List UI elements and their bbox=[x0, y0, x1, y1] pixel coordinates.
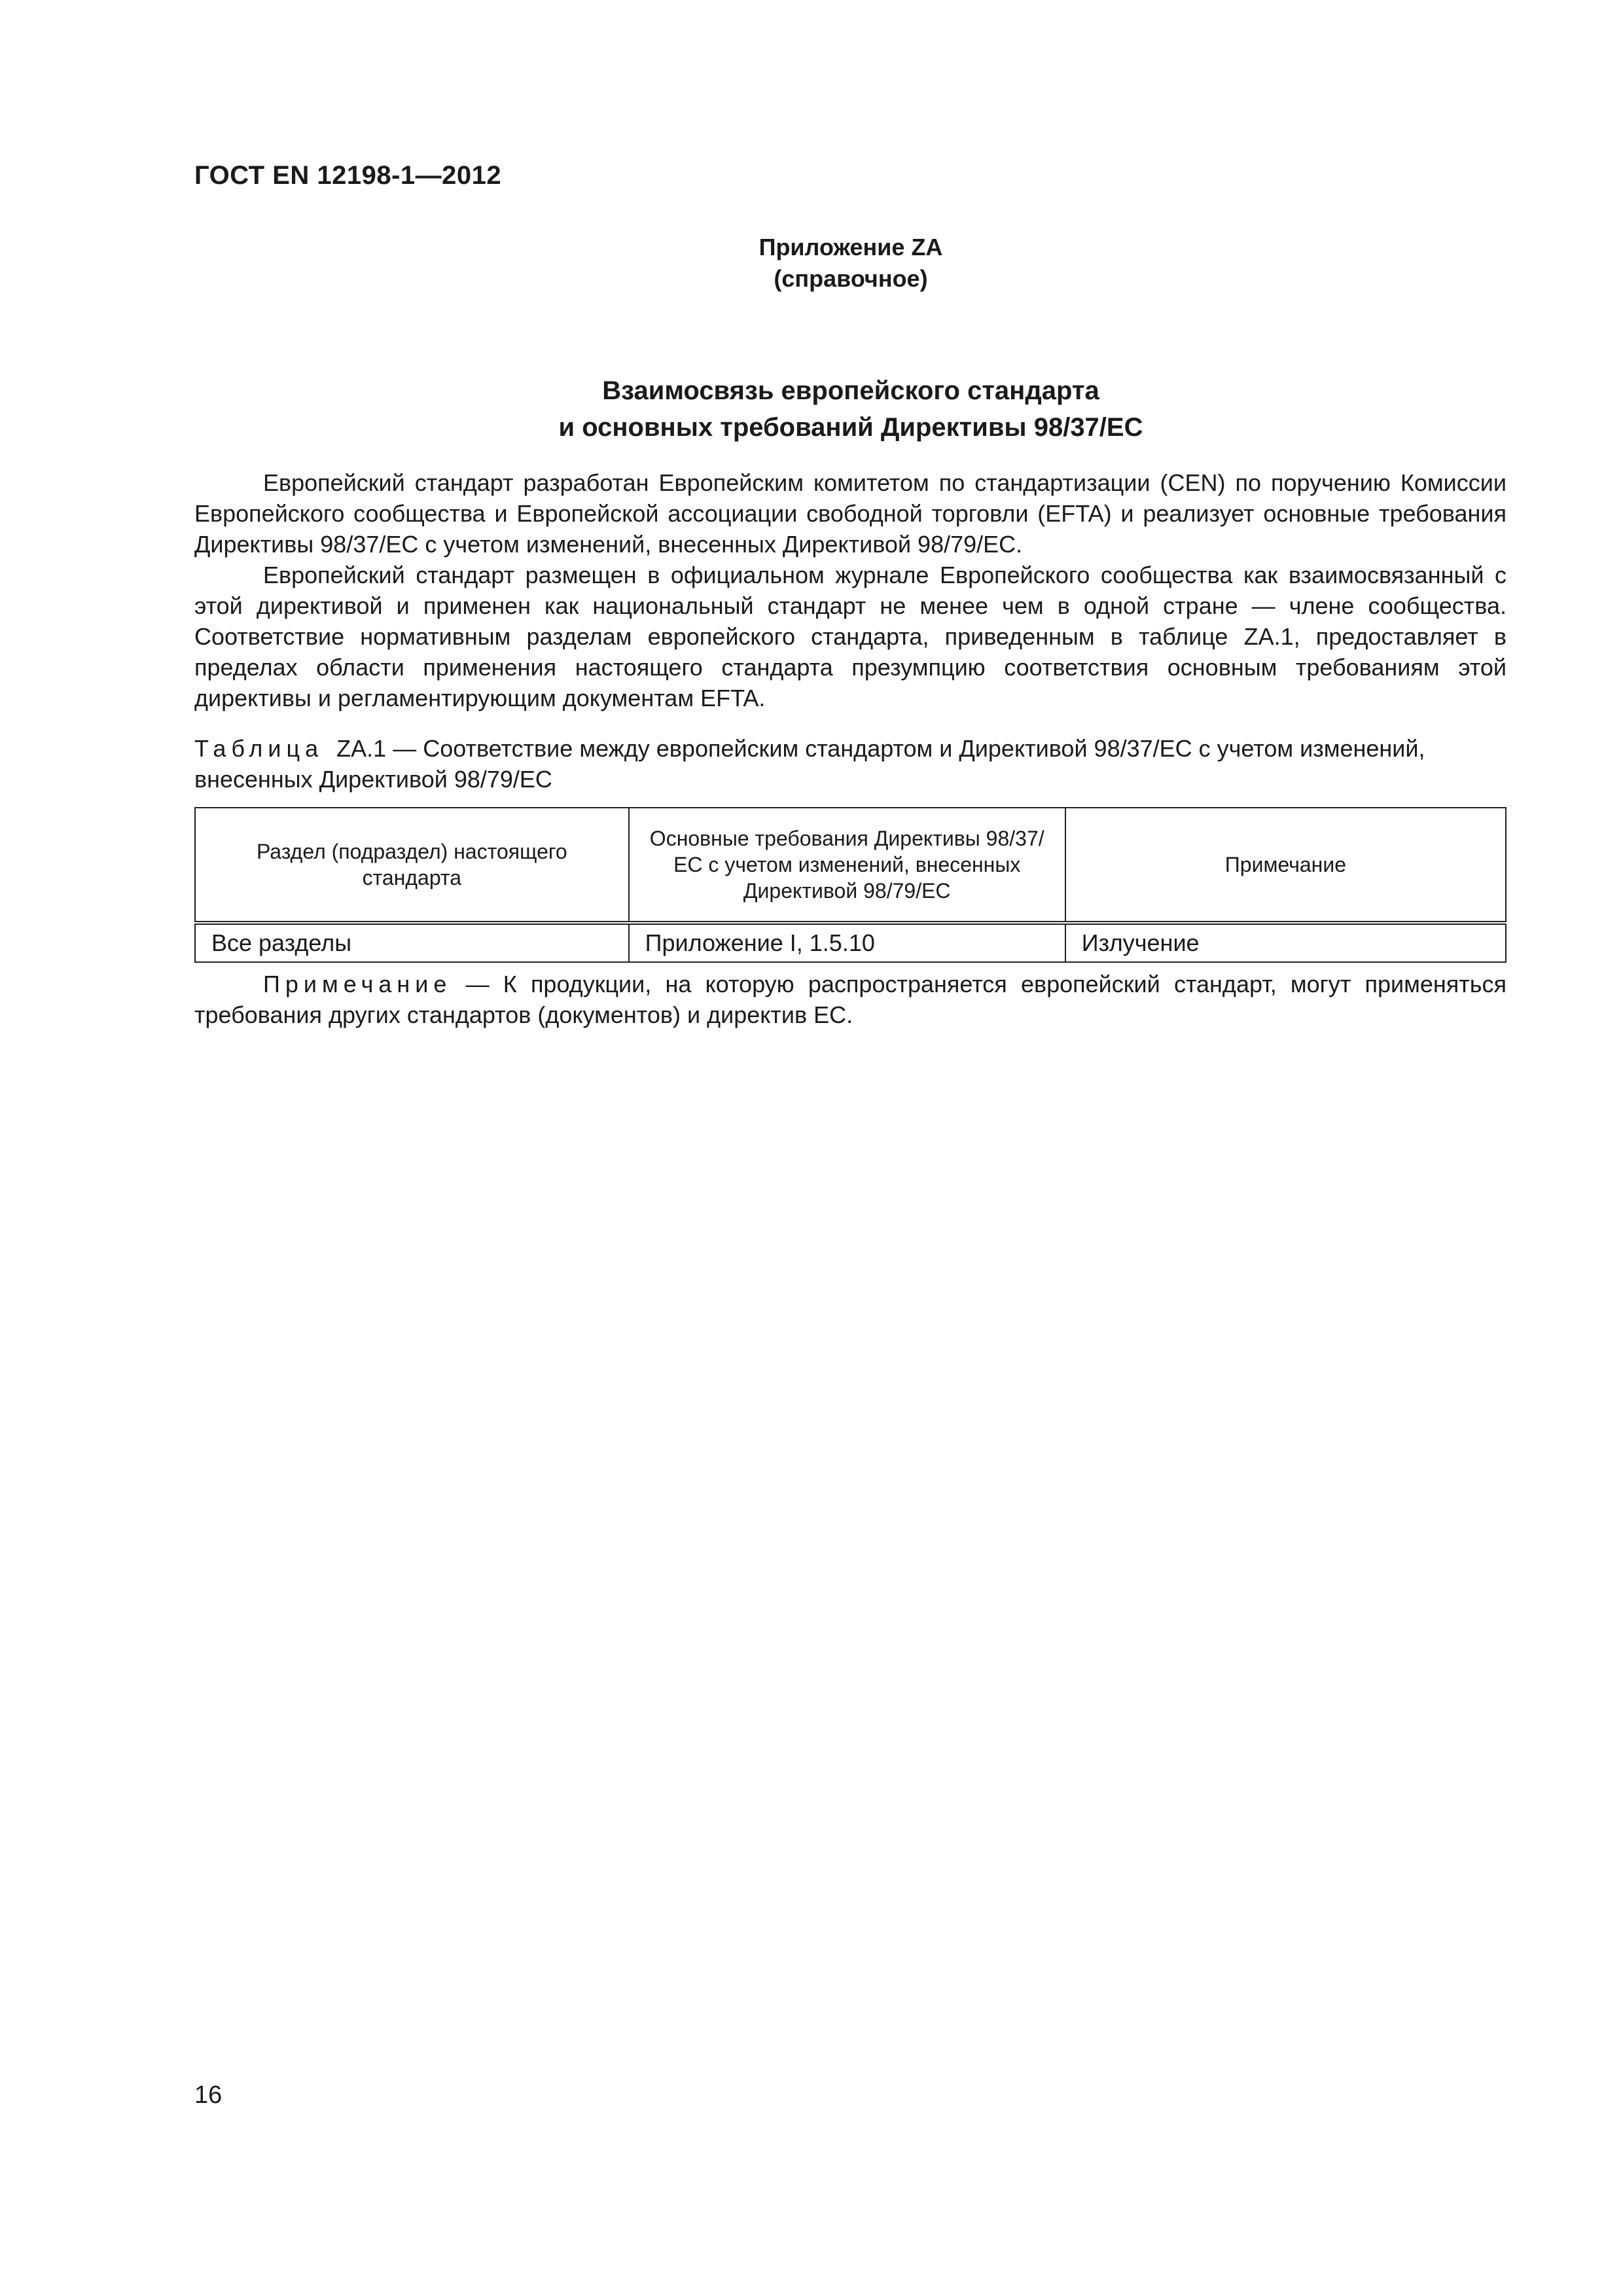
table-caption bbox=[194, 733, 1507, 795]
page-number: 16 bbox=[194, 2081, 223, 2109]
correspondence-table bbox=[194, 807, 1507, 963]
document-code: ГОСТ EN 12198-1—2012 bbox=[194, 161, 502, 190]
table-cell-note: Излучение bbox=[1065, 923, 1506, 962]
note-text: — К продукции, на которую распространяется европейский стандарт, могут применяться требования других стандартов (документов) и директив ЕС. bbox=[194, 971, 1507, 1028]
table-header-requirements: Основные требования Директивы 98/37/ЕС с учетом изменений, внесенных Директивой 98/79/ЕС bbox=[629, 808, 1065, 923]
table-header-note: Примечание bbox=[1065, 808, 1506, 923]
table-row bbox=[195, 923, 1506, 962]
table-caption-label: Таблица bbox=[194, 735, 324, 762]
table-cell-section: Все разделы bbox=[195, 923, 629, 962]
paragraph-1: Европейский стандарт разработан Европейским комитетом по стандартизации (CEN) по поручению Комиссии Европейского сообщества и Европейской ассоциации свободной торговли (EFTA) и реализует основные требования Директивы 98/37/ЕС с учетом изменений, внесенных Директивой 98/79/ЕС. bbox=[194, 469, 1507, 558]
note-paragraph bbox=[194, 969, 1507, 1030]
table-caption-text: ZA.1 — Соответствие между европейским стандартом и Директивой 98/37/ЕС с учетом изменений, внесенных Директивой 98/79/ЕС bbox=[194, 735, 1425, 793]
table-cell-requirements: Приложение I, 1.5.10 bbox=[629, 923, 1065, 962]
paragraph-2: Европейский стандарт размещен в официальном журнале Европейского сообщества как взаимосвязанный с этой директивой и применен как национальный стандарт не менее чем в одной стране — члене сообщества. Соответствие нормативным разделам европейского стандарта, приведенным в таблице ZA.1, предоставляет в пределах области применения настоящего стандарта презумпцию соответствия основным требованиям этой директивы и регламентирующим документам EFTA. bbox=[194, 562, 1507, 711]
section-title bbox=[0, 372, 1623, 446]
table-header-section: Раздел (подраздел) настоящего стандарта bbox=[195, 808, 629, 923]
annex-heading bbox=[0, 232, 1623, 295]
table-header-row bbox=[195, 808, 1506, 923]
section-title-line-1: Взаимосвязь европейского стандарта bbox=[602, 376, 1099, 405]
section-title-line-2: и основных требований Директивы 98/37/ЕС bbox=[558, 413, 1143, 442]
annex-title: Приложение ZA bbox=[758, 234, 943, 260]
body-text bbox=[194, 467, 1507, 713]
annex-status: (справочное) bbox=[774, 265, 928, 292]
note-label: Примечание bbox=[263, 971, 452, 997]
